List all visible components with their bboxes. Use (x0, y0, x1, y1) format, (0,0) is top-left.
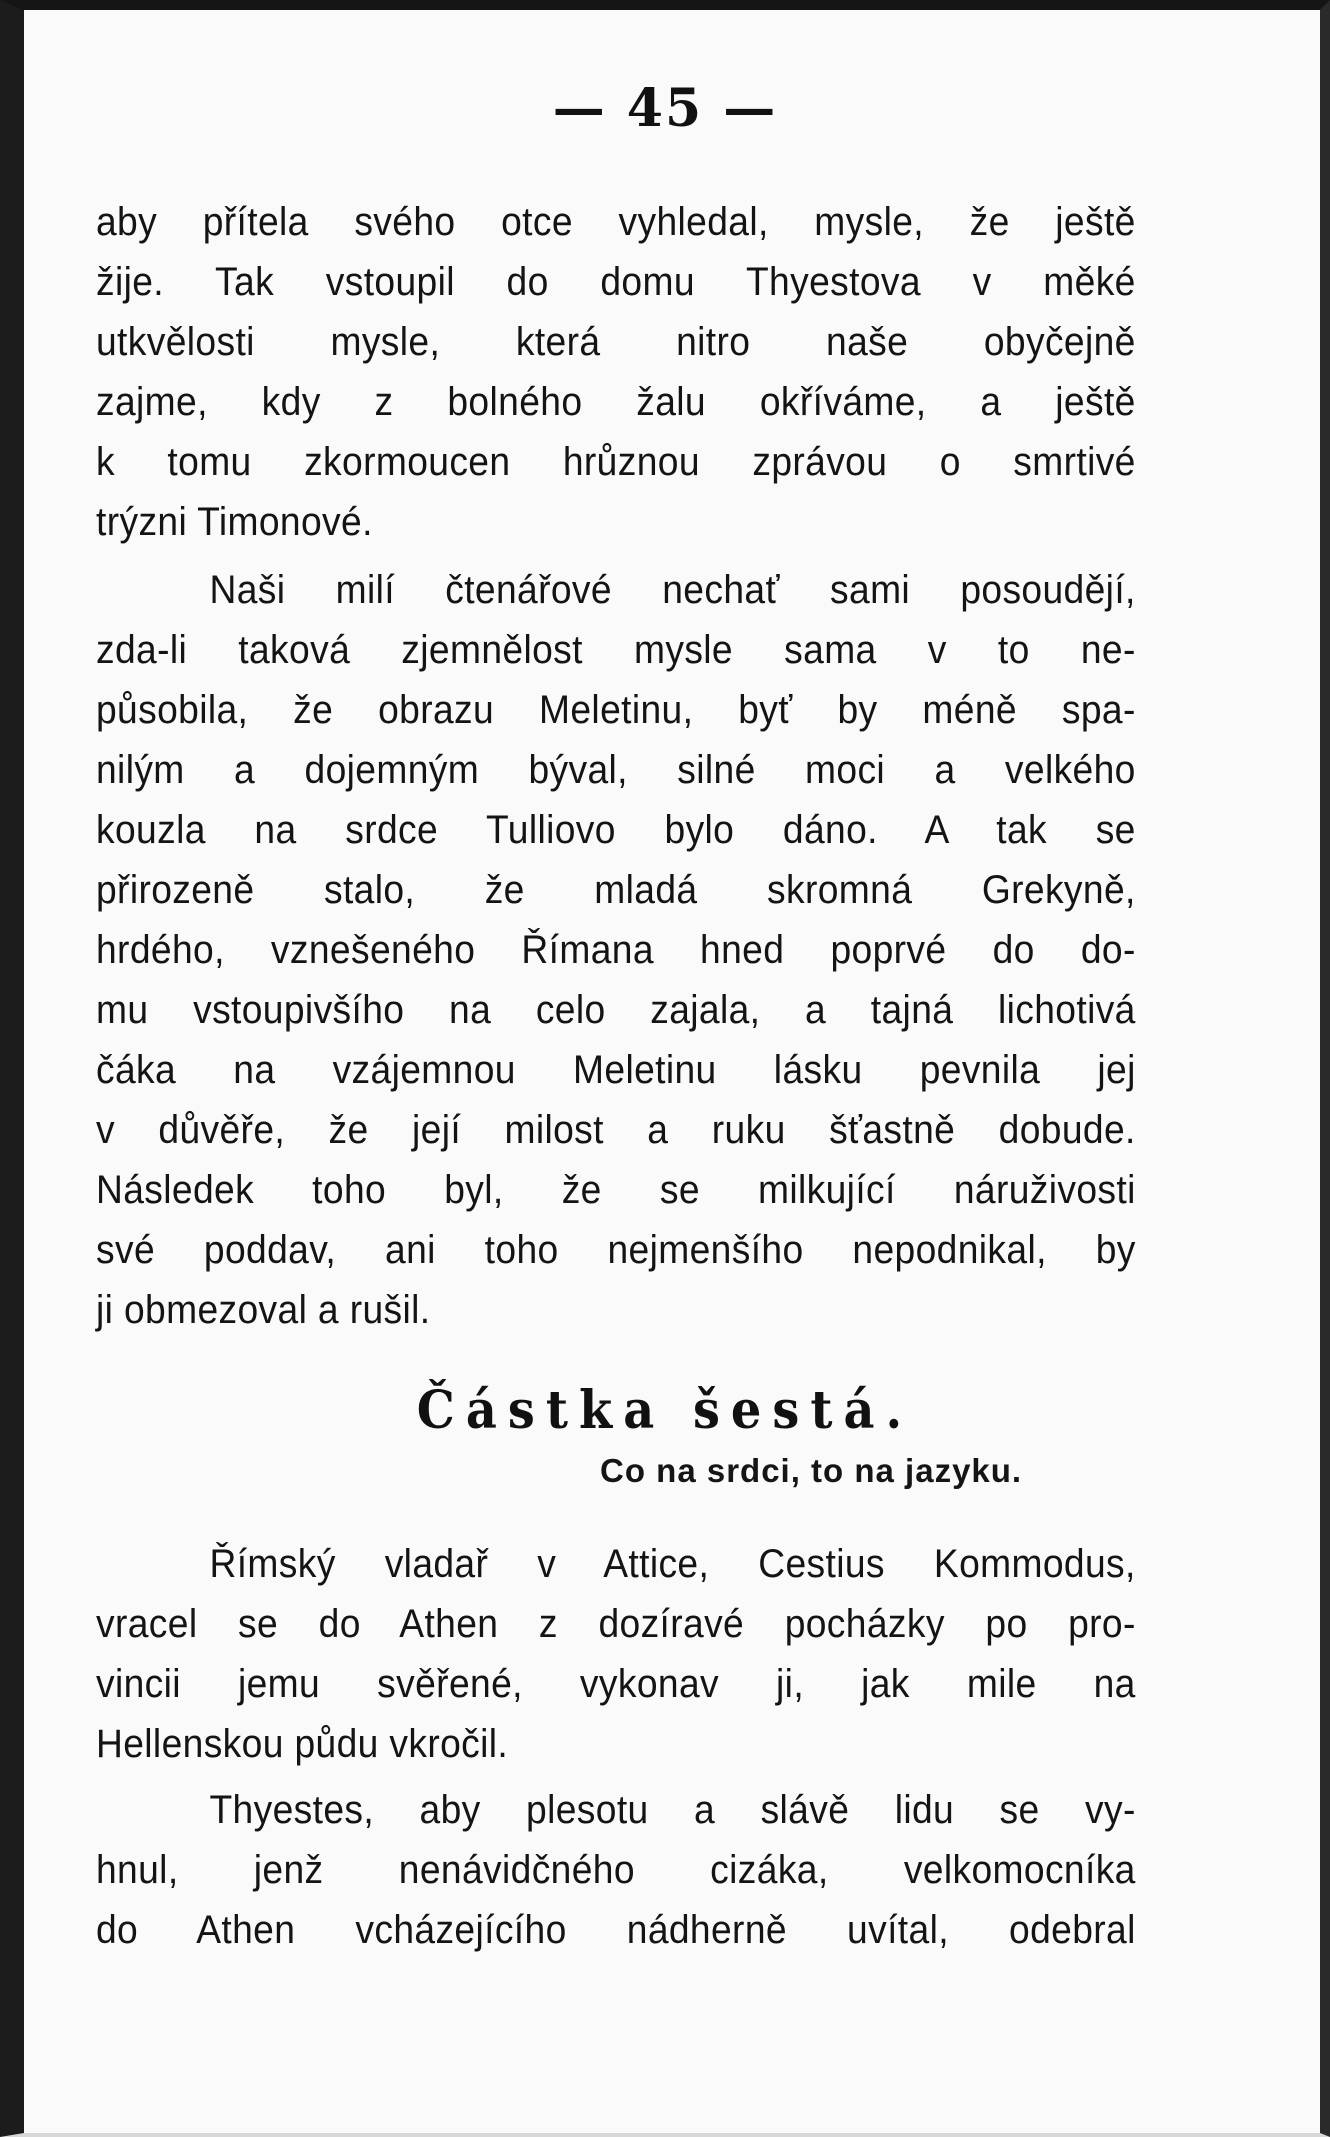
text-line: hrdého, vznešeného Římana hned poprvé do do- (96, 928, 1136, 972)
text-line: žije. Tak vstoupil do domu Thyestova v měké (96, 260, 1136, 304)
text-line: k tomu zkormoucen hrůznou zprávou o smrtivé (96, 440, 1136, 484)
text-line: hnul, jenž nenávidčného cizáka, velkomocníka (96, 1848, 1136, 1892)
text-line: své poddav, ani toho nejmenšího nepodnikal, by (96, 1228, 1136, 1272)
text-line: v důvěře, že její milost a ruku šťastně dobude. (96, 1108, 1136, 1152)
text-line: zda-li taková zjemnělost mysle sama v to ne- (96, 628, 1136, 672)
paragraph-3 (96, 1534, 1136, 1774)
text-line: zajme, kdy z bolného žalu okříváme, a ještě (96, 380, 1136, 424)
text-line: působila, že obrazu Meletinu, byť by méně spa- (96, 688, 1136, 732)
text-line: Hellenskou půdu vkročil. (96, 1722, 509, 1766)
page-number: — 45 — (552, 78, 778, 139)
text-line: Naši milí čtenářové nechať sami posoudějí, (209, 568, 1136, 612)
section-title: Částka šestá. (416, 1380, 914, 1441)
text-line: utkvělosti mysle, která nitro naše obyčejně (96, 320, 1136, 364)
paragraph-1 (96, 192, 1136, 552)
text-line: vracel se do Athen z dozíravé pocházky po pro- (96, 1602, 1136, 1646)
text-line: aby přítela svého otce vyhledal, mysle, že ještě (96, 200, 1136, 244)
text-line: Římský vladař v Attice, Cestius Kommodus, (209, 1542, 1136, 1586)
text-line: mu vstoupivšího na celo zajala, a tajná lichotivá (96, 988, 1136, 1032)
text-line: Thyestes, aby plesotu a slávě lidu se vy- (209, 1788, 1136, 1832)
text-line: trýzni Timonové. (96, 500, 373, 544)
text-line: vincii jemu svěřené, vykonav ji, jak mile na (96, 1662, 1136, 1706)
text-line: kouzla na srdce Tulliovo bylo dáno. A tak se (96, 808, 1136, 852)
paragraph-2 (96, 560, 1136, 1340)
text-line: nilým a dojemným býval, silné moci a velkého (96, 748, 1136, 792)
paragraph-4 (96, 1780, 1136, 1960)
text-line: Následek toho byl, že se milkující náruživosti (96, 1168, 1136, 1212)
section-epigraph: Co na srdci, to na jazyku. (600, 1452, 1023, 1489)
text-line: do Athen vcházejícího nádherně uvítal, odebral (96, 1908, 1136, 1952)
text-line: přirozeně stalo, že mladá skromná Grekyně, (96, 868, 1136, 912)
text-line: ji obmezoval a rušil. (96, 1288, 431, 1332)
text-line: čáka na vzájemnou Meletinu lásku pevnila jej (96, 1048, 1136, 1092)
